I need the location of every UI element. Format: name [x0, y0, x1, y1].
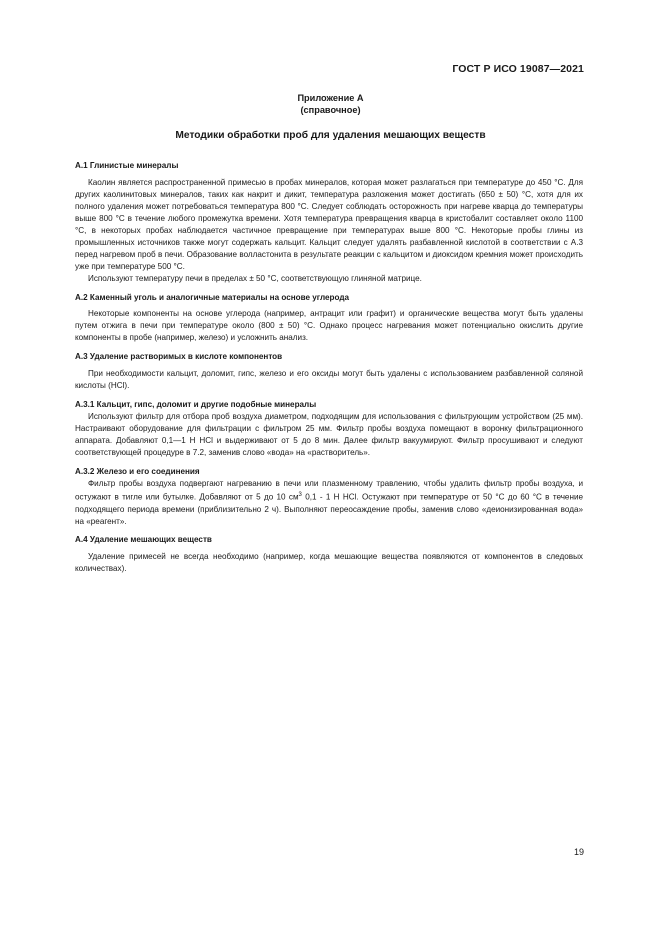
document-body — [75, 160, 583, 575]
appendix-heading — [0, 92, 661, 116]
section-a3-paragraph-1: При необходимости кальцит, доломит, гипс, железо и его оксиды могут быть удалены с использованием разбавленной соляной кислоты (HCl). — [75, 369, 583, 391]
appendix-subtitle: (справочное) — [300, 105, 361, 115]
section-a1-paragraph-2: Используют температуру печи в пределах ± 50 °С, соответствующую глиняной матрице. — [88, 273, 422, 283]
section-a4-heading: А.4 Удаление мешающих веществ — [75, 535, 212, 545]
section-a3-heading: А.3 Удаление растворимых в кислоте компонентов — [75, 352, 283, 362]
section-a31-heading: А.3.1 Кальцит, гипс, доломит и другие подобные минералы — [75, 400, 317, 410]
section-a31-paragraph-1: Используют фильтр для отбора проб воздуха диаметром, подходящим для использования с фильтрующим устройством (25 мм). Настраивают оборудование для фильтрации с фильтром 25 мм. Фильтр пробы воздуха помещают в воронку фильтрационного аппарата. Добавляют 0,1—1 Н HCl и выдерживают от 5 до 8 мин. Далее фильтр вакуумируют. Фильтр просушивают и следуют соответствующей процедуре в 7.2, заменив слово «вода» на «растворитель». — [75, 412, 583, 458]
standard-header: ГОСТ Р ИСО 19087—2021 — [452, 63, 584, 75]
page-number: 19 — [573, 847, 584, 857]
document-title: Методики обработки проб для удаления мешающих веществ — [175, 130, 486, 141]
section-a2-heading: А.2 Каменный уголь и аналогичные материалы на основе углерода — [75, 292, 350, 302]
appendix-title: Приложение А — [297, 93, 364, 103]
section-a2-paragraph-1: Некоторые компоненты на основе углерода (например, антрацит или графит) и органические вещества могут быть удалены путем отжига в печи при температуре около (800 ± 50) °С. Однако процесс нагревания может потенциально окислить другие компоненты в пробе (например, железо) и усложнить анализ. — [75, 309, 583, 343]
section-a1-paragraph-1: Каолин является распространенной примесью в пробах минералов, которая может разлагаться при температуре до 450 °С. Для других каолинитовых минералов, таких как накрит и дикит, температура разложения может достигать (650 ± 50) °С, хотя для их полного удаления может потребоваться температура 800 °С. Следует соблюдать осторожность при нагреве кварца до температуры выше 800 °С в течение любого промежутка времени. Хотя температура превращения кварца в кристобалит составляет около 1100 °С, в некоторых пробах наблюдается частичное превращение при температурах выше 800 °С. Некоторые пробы глины из промышленных источников также могут содержать кальцит. Кальцит следует удалять разбавленной кислотой в соответствии с А.3 перед нагревом проб в печи. Образование волластонита в результате реакции с кальцитом и диоксидом кремния может происходить уже при температуре 500 °С. — [75, 177, 583, 271]
superscript-3: 3 — [298, 491, 302, 498]
section-a32-text-a: Фильтр пробы воздуха подвергают нагреванию в печи или плазменному травлению, чтобы удалить фильтр пробы воздуха, и остужают в тигле или бутылке. Добавляют от 5 до 10 см — [75, 478, 583, 502]
section-a1-heading: А.1 Глинистые минералы — [75, 161, 179, 170]
section-a4-paragraph-1: Удаление примесей не всегда необходимо (например, когда мешающие вещества появляются от компонентов в следовых количествах). — [75, 552, 583, 574]
section-a32-text-b: 0,1 - 1 Н HCl. Остужают при температуре от 50 °С до 60 °С в течение подходящего периода времени (приблизительно 2 ч). Выполняют переосаждение пробы, заменив слово «деионизированная вода» на «реагент». — [75, 492, 583, 526]
section-a32-heading: А.3.2 Железо и его соединения — [75, 466, 200, 476]
section-a32-paragraph-1 — [75, 478, 583, 528]
